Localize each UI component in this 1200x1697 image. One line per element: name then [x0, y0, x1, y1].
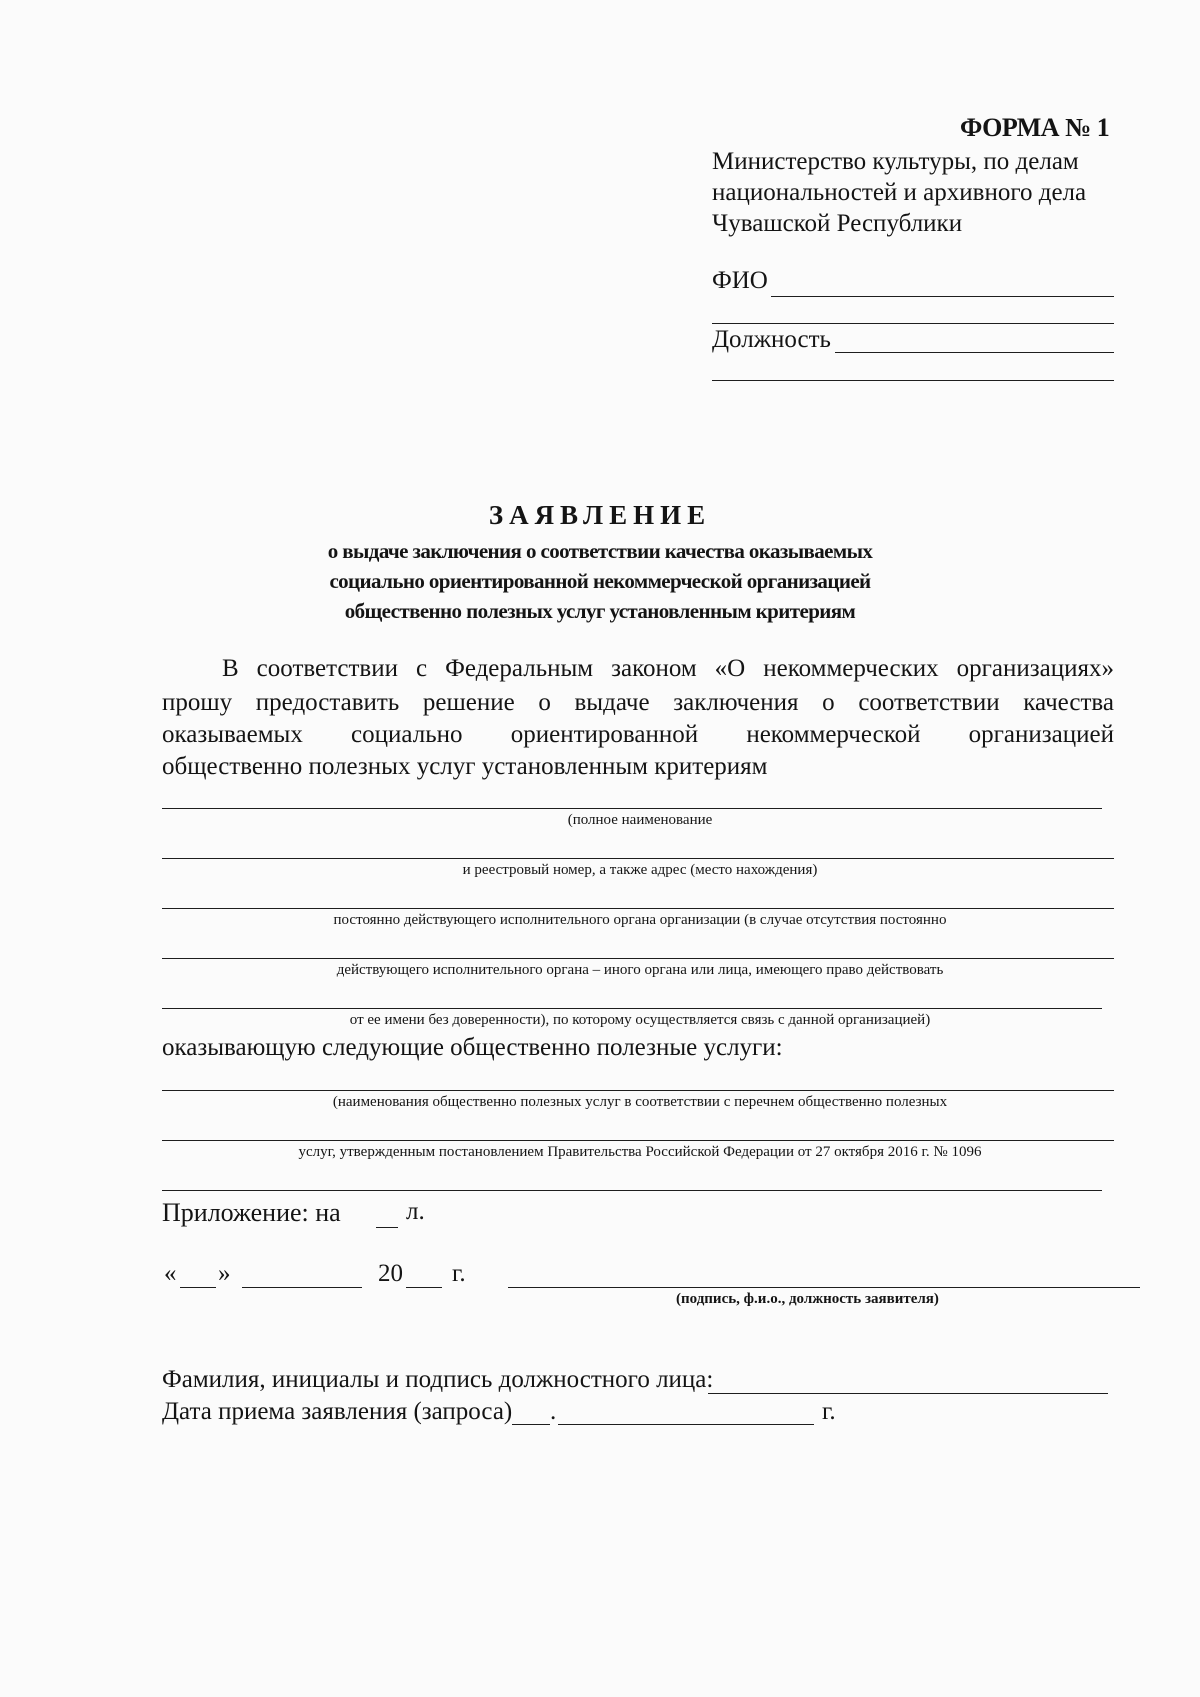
position-field-extra-line[interactable] — [712, 380, 1114, 381]
paragraph-line-2: прошу предоставить решение о выдаче заключения о соответствии качества — [162, 689, 1114, 716]
date-year-field[interactable] — [406, 1287, 442, 1288]
caption-executive-body: постоянно действующего исполнительного органа организации (в случае отсутствия постоянно — [333, 912, 947, 928]
date-year-prefix: 20 — [378, 1260, 403, 1287]
official-name-field[interactable] — [708, 1393, 1108, 1394]
position-field[interactable] — [835, 352, 1114, 353]
services-field-3[interactable] — [162, 1190, 1102, 1191]
signature-caption: (подпись, ф.и.о., должность заявителя) — [676, 1291, 939, 1307]
paragraph-line-1: В соответствии с Федеральным законом «О некоммерческих организациях» — [222, 655, 1114, 682]
org-other-body-field[interactable] — [162, 958, 1114, 959]
org-contact-field[interactable] — [162, 1008, 1102, 1009]
caption-services-1: (наименования общественно полезных услуг в соответствии с перечнем общественно полезных — [332, 1094, 948, 1110]
signature-field[interactable] — [508, 1287, 1140, 1288]
caption-services-2: услуг, утвержденным постановлением Правительства Российской Федерации от 27 октября 2016 г. № 1096 — [298, 1144, 982, 1160]
services-line: оказывающую следующие общественно полезные услуги: — [162, 1034, 783, 1061]
date-month-field[interactable] — [242, 1287, 362, 1288]
paragraph-line-3: оказываемых социально ориентированной некоммерческой организацией — [162, 721, 1114, 748]
receipt-day-field[interactable] — [512, 1424, 550, 1425]
caption-contact: от ее имени без доверенности), по которому осуществляется связь с данной организацией) — [349, 1012, 931, 1028]
title-line-1: о выдаче заключения о соответствии качества оказываемых — [327, 539, 873, 563]
position-label: Должность — [712, 326, 831, 353]
fio-field[interactable] — [771, 296, 1114, 297]
receipt-date-suffix: г. — [822, 1398, 836, 1425]
caption-full-name: (полное наименование — [567, 812, 713, 828]
receipt-date-label: Дата приема заявления (запроса) — [162, 1398, 513, 1425]
form-number: ФОРМА № 1 — [960, 113, 1110, 142]
official-name-label: Фамилия, инициалы и подпись должностного лица: — [162, 1366, 714, 1393]
caption-registry-address: и реестровый номер, а также адрес (место нахождения) — [462, 862, 818, 878]
org-name-field[interactable] — [162, 808, 1102, 809]
paragraph-line-4: общественно полезных услуг установленным критериям — [162, 753, 768, 780]
date-close-quote: » — [218, 1260, 231, 1287]
addressee: Министерство культуры, по делам национальностей и архивного дела Чувашской Республики — [712, 148, 1087, 237]
fio-field-extra-line[interactable] — [712, 323, 1114, 324]
attachment-unit: л. — [406, 1198, 425, 1225]
date-open-quote: « — [164, 1260, 177, 1287]
document-title: ЗАЯВЛЕНИЕ — [488, 500, 712, 530]
receipt-date-dot: . — [550, 1398, 557, 1425]
services-field-2[interactable] — [162, 1140, 1114, 1141]
title-line-3: общественно полезных услуг установленным критериям — [344, 599, 856, 623]
attachment-label: Приложение: на — [162, 1198, 341, 1227]
org-body-field[interactable] — [162, 908, 1114, 909]
receipt-month-year-field[interactable] — [558, 1424, 814, 1425]
services-field[interactable] — [162, 1090, 1114, 1091]
title-line-2: социально ориентированной некоммерческой организацией — [329, 569, 871, 593]
attachment-pages-field[interactable] — [376, 1227, 398, 1228]
caption-other-body: действующего исполнительного органа – иного органа или лица, имеющего право действовать — [336, 962, 944, 978]
date-day-field[interactable] — [180, 1287, 216, 1288]
org-registry-field[interactable] — [162, 858, 1114, 859]
fio-label: ФИО — [712, 267, 768, 294]
date-year-suffix: г. — [452, 1260, 466, 1287]
